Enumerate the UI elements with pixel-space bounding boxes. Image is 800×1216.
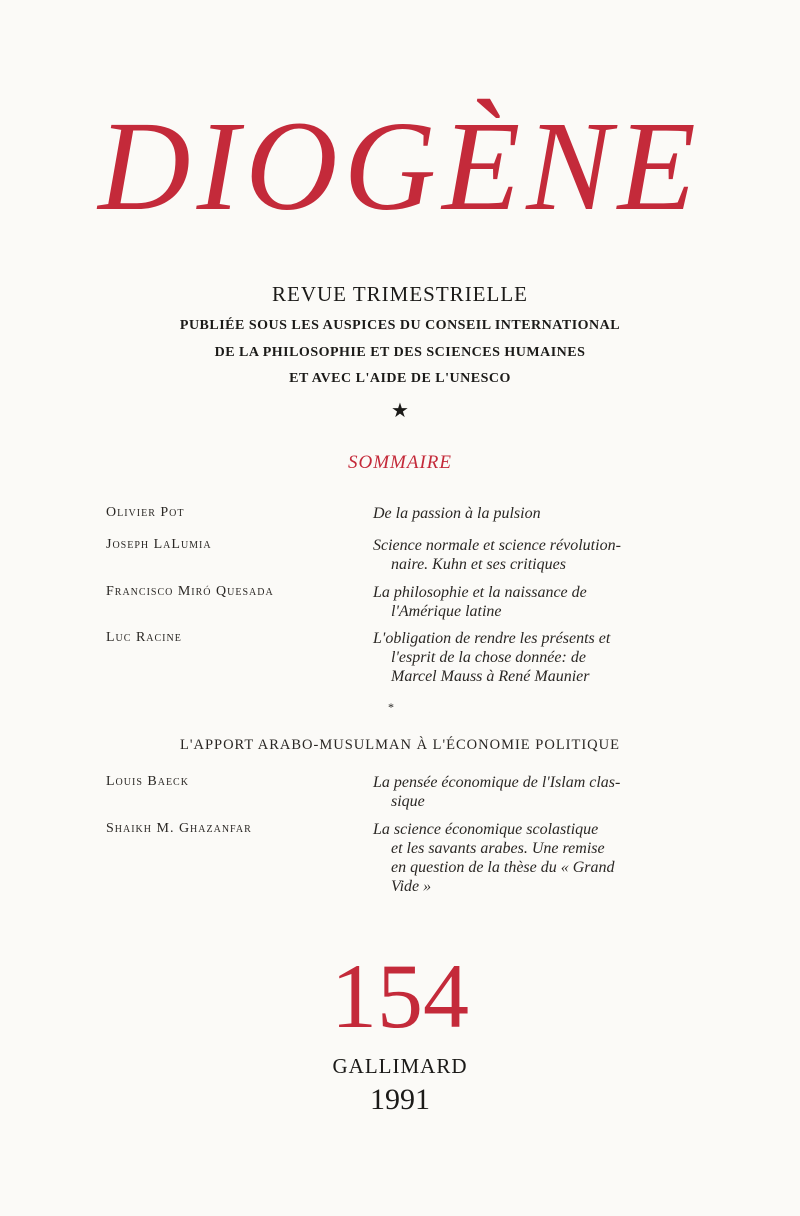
- entry-title-line: Science normale et science révolution-: [373, 537, 621, 554]
- publisher: GALLIMARD: [332, 1054, 468, 1078]
- separator-asterisk: *: [388, 700, 394, 714]
- entry-title-line: La pensée économique de l'Islam clas-: [373, 774, 621, 791]
- entry-title-line: Vide »: [391, 878, 432, 895]
- entry-title: [373, 583, 683, 621]
- journal-subtitle: REVUE TRIMESTRIELLE: [271, 282, 528, 306]
- entry-title-line: en question de la thèse du « Grand: [391, 859, 615, 876]
- publication-line-3: ET AVEC L'AIDE DE L'UNESCO: [289, 371, 511, 386]
- entry-title-line: l'Amérique latine: [391, 603, 502, 620]
- issue-number: 154: [331, 945, 469, 1047]
- journal-title: DIOGÈNE: [98, 95, 702, 237]
- publication-line-1: PUBLIÉE SOUS LES AUSPICES DU CONSEIL INTERNATIONAL: [179, 318, 621, 333]
- publication-line-2: DE LA PHILOSOPHIE ET DES SCIENCES HUMAINES: [214, 345, 586, 360]
- entry-title-line: La philosophie et la naissance de: [373, 584, 587, 601]
- entry-title-line: sique: [391, 793, 425, 810]
- entry-title-line: l'esprit de la chose donnée: de: [391, 649, 586, 666]
- section-heading: L'APPORT ARABO-MUSULMAN À L'ÉCONOMIE POLITIQUE: [180, 737, 620, 753]
- publication-year: 1991: [370, 1083, 430, 1116]
- entry-title: [373, 504, 683, 523]
- entry-author: Francisco Miró Quesada: [106, 584, 274, 599]
- entry-author: Louis Baeck: [106, 774, 189, 789]
- contents-heading: SOMMAIRE: [347, 452, 453, 473]
- entry-title-line: L'obligation de rendre les présents et: [373, 630, 611, 647]
- entry-author: Luc Racine: [106, 630, 182, 645]
- entry-title: [373, 536, 683, 574]
- entry-author: Shaikh M. Ghazanfar: [106, 821, 252, 836]
- entry-title: [373, 820, 683, 896]
- entry-title: [373, 629, 683, 686]
- entry-title-line: De la passion à la pulsion: [373, 505, 541, 522]
- entry-title-line: et les savants arabes. Une remise: [391, 840, 605, 857]
- entry-title-line: naire. Kuhn et ses critiques: [391, 556, 566, 573]
- entry-title: [373, 773, 683, 811]
- entry-title-line: La science économique scolastique: [373, 821, 599, 838]
- entry-author: Olivier Pot: [106, 505, 185, 520]
- star-icon: ★: [391, 400, 409, 422]
- entry-author: Joseph LaLumia: [106, 537, 212, 552]
- entry-title-line: Marcel Mauss à René Maunier: [391, 668, 590, 685]
